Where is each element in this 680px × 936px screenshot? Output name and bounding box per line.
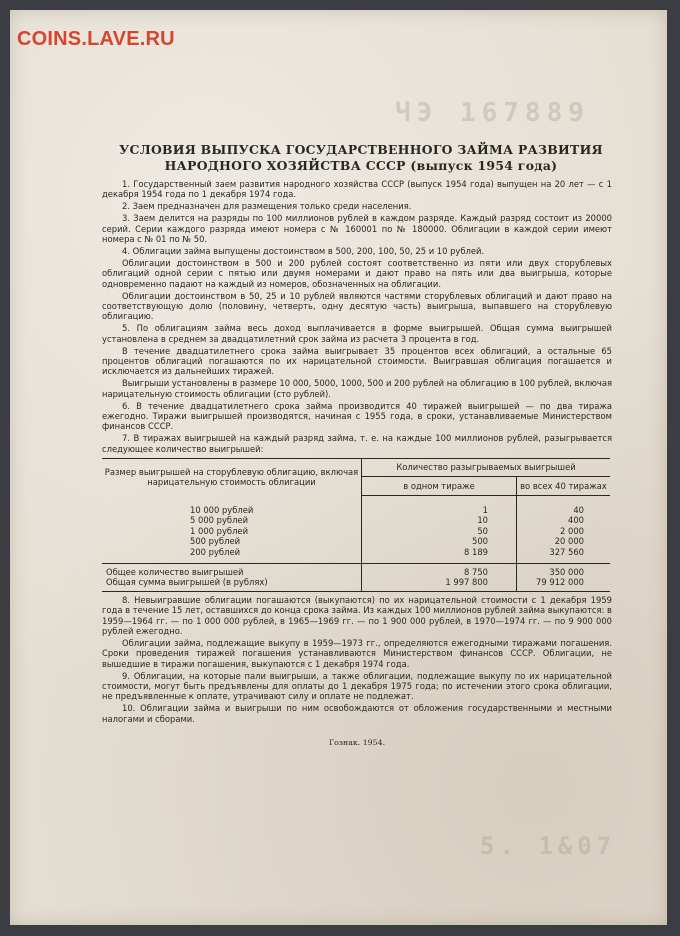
document-title: [110, 142, 612, 174]
prize-amount: 10 000 рублей: [102, 495, 362, 515]
paragraph: 5. По облигациям займа весь доход выплачивается в форме выигрышей. Общая сумма выигрышей установлена в среднем за двадцатилетний срок займа из расчета 3 процента в год.: [102, 323, 612, 344]
table-header-prize-count: Количество разыгрываемых выигрышей: [362, 459, 611, 476]
prize-count-one-draw: 1: [362, 495, 517, 515]
prize-count-one-draw: 10: [362, 515, 517, 525]
paragraph: Облигации займа, подлежащие выкупу в 1959—1973 гг., определяются ежегодными тиражами погашения. Сроки проведения тиражей погашения устанавливаются Министерством финансов СССР. Облигации, не вышедшие в тиражи погашения, выкупаются с 1 декабря 1974 года.: [102, 637, 612, 669]
table-subheader-all-draws: во всех 40 тиражах: [517, 476, 611, 495]
table-header-prize-size: Размер выигрышей на сторублевую облигацию, включая нарицательную стоимость облигации: [102, 459, 362, 496]
prize-count-all-draws: 40: [573, 504, 584, 515]
prize-count-all-draws: 400: [568, 515, 584, 526]
table-total-row: [102, 577, 610, 591]
prize-amount: 1 000 рублей: [102, 526, 362, 536]
table-row: [102, 536, 610, 546]
prize-amount: 5 000 рублей: [102, 515, 362, 525]
table-row: [102, 515, 610, 525]
paragraph: 8. Невыигравшие облигации погашаются (выкупаются) по их нарицательной стоимости с 1 декабря 1959 года в течение 15 лет, оставшихся до конца срока займа. Из каждых 100 миллионов рублей займа выкупаются: в 1959—1964 гг. — по 1 000 000 рублей, в 1965—1969 гг. — по 1 900 000 рублей, в 1970—1974 гг. — по 9 900 000 рублей ежегодно.: [102, 594, 612, 637]
faded-serial-number-bottom: 5. 1&07: [480, 832, 617, 860]
prize-count-all-draws: 327 560: [549, 546, 584, 557]
prize-amount: 200 рублей: [102, 547, 362, 564]
title-line-1: УСЛОВИЯ ВЫПУСКА ГОСУДАРСТВЕННОГО ЗАЙМА РАЗВИТИЯ: [119, 142, 603, 157]
site-watermark: COINS.LAVE.RU: [17, 28, 175, 50]
paragraph: 9. Облигации, на которые пали выигрыши, а также облигации, подлежащие выкупу по их нарицательной стоимости, могут быть предъявлены для оплаты до 1 декабря 1975 года; по истечении этого срока облигации, не предъявленные к оплате, утрачивают силу и оплате не подлежат.: [102, 670, 612, 702]
paragraph: Выигрыши установлены в размере 10 000, 5000, 1000, 500 и 200 рублей на облигацию в 100 рублей, включая нарицательную стоимость облигации (сто рублей).: [102, 378, 612, 399]
total-sum-label: Общая сумма выигрышей (в рублях): [102, 577, 362, 591]
total-sum-one-draw: 1 997 800: [362, 577, 517, 591]
table-subheader-one-draw: в одном тираже: [362, 476, 517, 495]
total-count-label: Общее количество выигрышей: [102, 564, 362, 578]
table-row: [102, 495, 610, 515]
paragraph: 7. В тиражах выигрышей на каждый разряд займа, т. е. на каждые 100 миллионов рублей, разыгрывается следующее количество выигрышей:: [102, 433, 612, 454]
paragraph: В течение двадцатилетнего срока займа выигрывает 35 процентов всех облигаций, а остальные 65 процентов облигаций погашаются по их нарицательной стоимости. Выигравшая облигация погашается и исключается из дальнейших тиражей.: [102, 345, 612, 377]
bond-conditions-text: [102, 142, 612, 749]
paragraph: Облигации достоинством в 500 и 200 рублей состоят соответственно из пяти или двух сторублевых облигаций одной серии с пятью или двумя номерами и дают право на пять или два выигрыша, которые одновременно падают на каждый из номеров, обозначенных на облигации.: [102, 257, 612, 289]
prize-count-one-draw: 50: [362, 526, 517, 536]
prize-count-all-draws: 2 000: [560, 525, 584, 536]
paragraph: 1. Государственный заем развития народного хозяйства СССР (выпуск 1954 года) выпущен на 20 лет — с 1 декабря 1954 года по 1 декабря 1974 года.: [102, 179, 612, 200]
prize-count-one-draw: 8 189: [362, 547, 517, 564]
prize-table: [102, 458, 610, 592]
total-sum-all-draws: 79 912 000: [536, 577, 584, 588]
printer-imprint: Гознак. 1954.: [328, 738, 386, 748]
prize-amount: 500 рублей: [102, 536, 362, 546]
paragraph: 6. В течение двадцатилетнего срока займа производится 40 тиражей выигрышей — по два тиража ежегодно. Тиражи выигрышей производятся, начиная с 1955 года, в сроки, устанавливаемые Министерством финансов СССР.: [102, 400, 612, 432]
table-row: [102, 526, 610, 536]
bond-back-sheet: [10, 10, 667, 925]
table-total-row: [102, 564, 610, 578]
total-count-all-draws: 350 000: [517, 564, 611, 578]
paragraph: 4. Облигации займа выпущены достоинством в 500, 200, 100, 50, 25 и 10 рублей.: [122, 245, 485, 256]
table-row: [102, 547, 610, 564]
paragraph: Облигации достоинством в 50, 25 и 10 рублей являются частями сторублевых облигаций и дают право на соответствующую долю (половину, четверть, одну десятую часть) выигрыша, выпавшего на сторублевую облигацию.: [102, 290, 612, 322]
prize-count-all-draws: 20 000: [554, 536, 584, 547]
paragraph: 10. Облигации займа и выигрыши по ним освобождаются от обложения государственными и местными налогами и сборами.: [102, 703, 612, 724]
total-count-one-draw: 8 750: [362, 564, 517, 578]
prize-count-one-draw: 500: [362, 536, 517, 546]
faded-serial-number: ЧЭ 167889: [395, 98, 590, 128]
title-line-2: НАРОДНОГО ХОЗЯЙСТВА СССР (выпуск 1954 года): [164, 158, 558, 173]
paragraph: 3. Заем делится на разряды по 100 миллионов рублей в каждом разряде. Каждый разряд состоит из 20000 серий. Серии каждого разряда имеют номера с № 160001 по № 180000. Облигации в каждой серии имеют номера с № 01 по № 50.: [102, 213, 612, 245]
paragraph: 2. Заем предназначен для размещения только среди населения.: [122, 201, 412, 212]
